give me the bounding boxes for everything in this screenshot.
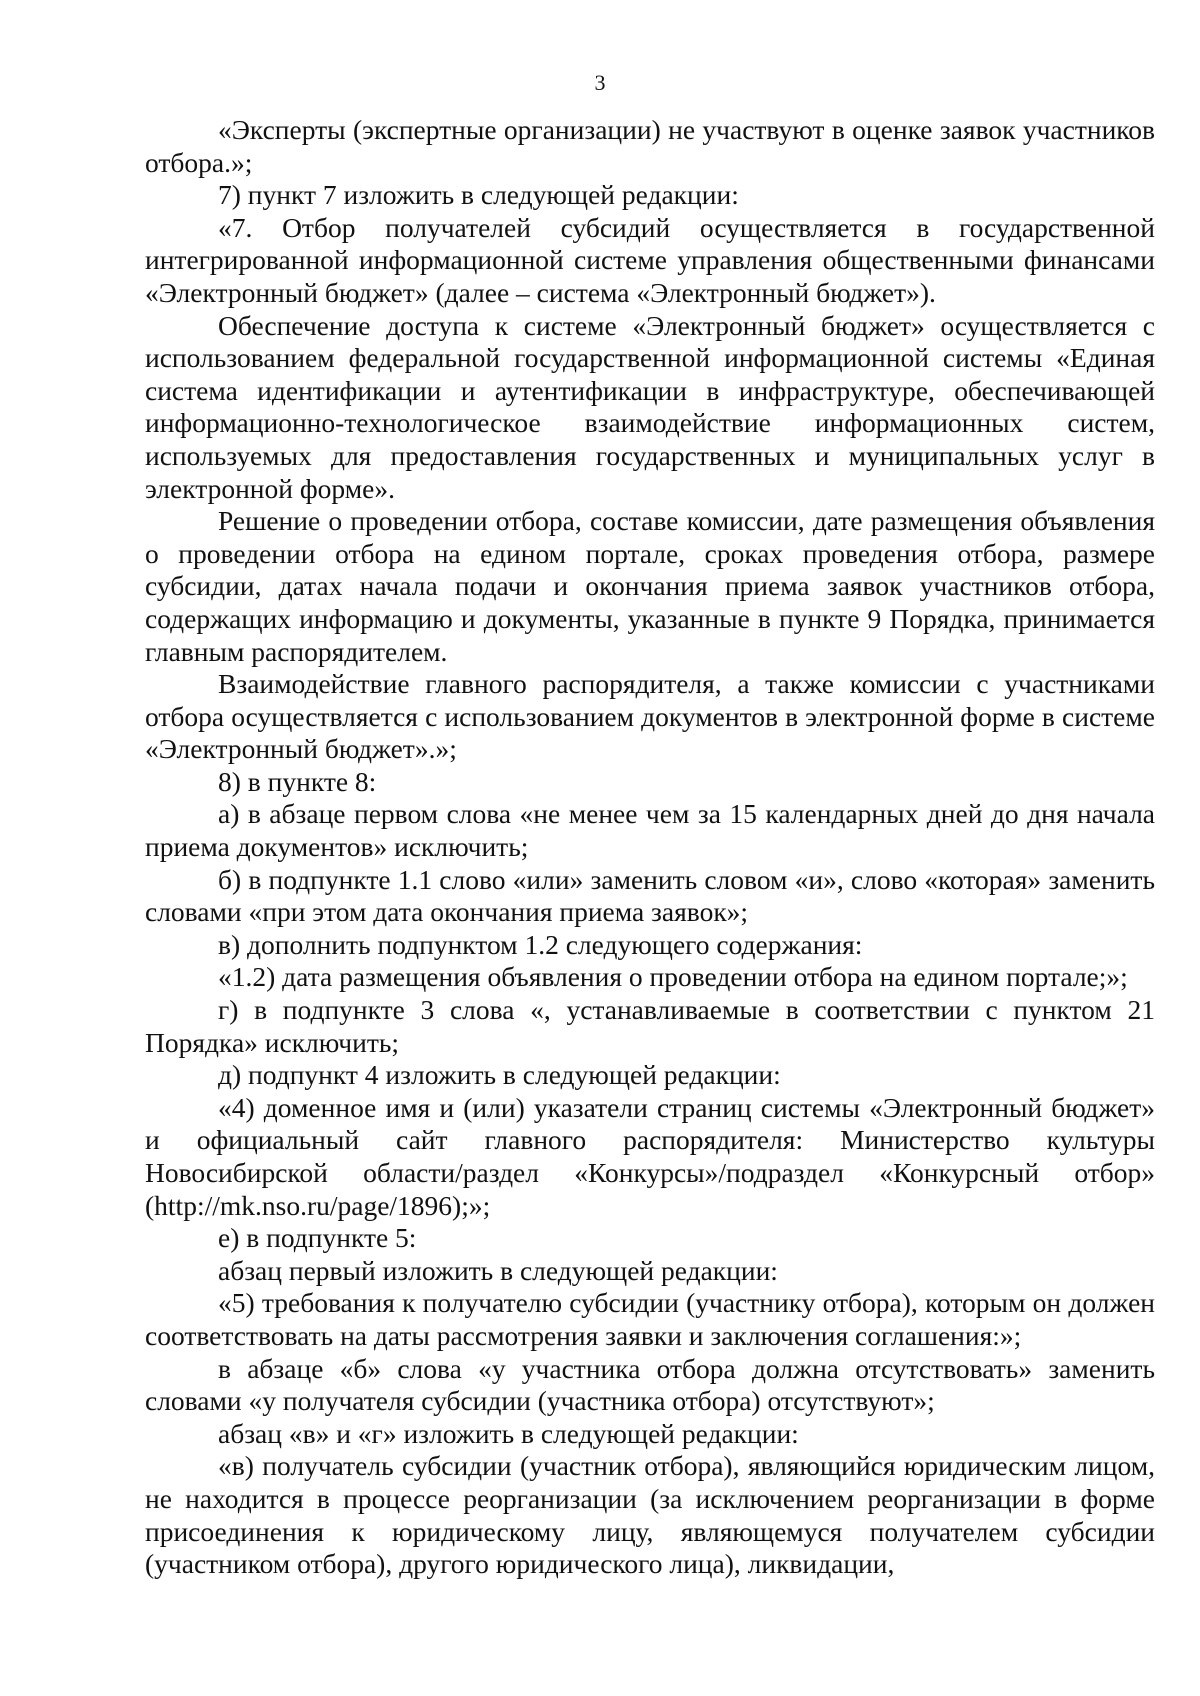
paragraph-interaction: Взаимодействие главного распорядителя, а также комиссии с участниками отбора осуществляется с использованием документов в электронной форме в системе «Электронный бюджет».»; <box>145 668 1155 765</box>
paragraph-abzac-v-text: «в) получатель субсидии (участник отбора), являющийся юридическим лицом, не находится в процессе реорганизации (за исключением реорганизации в форме присоединения к юридическому лицу, являющемуся получателем субсидии (участником отбора), другого юридического лица), ликвидации, <box>145 1450 1155 1580</box>
paragraph-subitem-4-text: «4) доменное имя и (или) указатели страниц системы «Электронный бюджет» и официальный сайт главного распорядителя: Министерство культуры Новосибирской области/раздел «Конкурсы»/подраздел «Конкурсный отбор» (http://mk.nso.ru/page/1896);»; <box>145 1091 1155 1221</box>
paragraph-subitem-1-2: «1.2) дата размещения объявления о проведении отбора на едином портале;»; <box>218 961 1128 993</box>
paragraph-item-7-text: «7. Отбор получателей субсидий осуществляется в государственной интегрированной информационной системе управления общественными финансами «Электронный бюджет» (далее – система «Электронный бюджет»). <box>145 211 1155 308</box>
paragraph-selection-decision: Решение о проведении отбора, составе комиссии, дате размещения объявления о проведении отбора на едином портале, сроках проведения отбора, размере субсидии, датах начала подачи и окончания приема заявок участников отбора, содержащих информацию и документы, указанные в пункте 9 Порядка, принимается главным распорядителем. <box>145 505 1155 667</box>
paragraph-experts-clause: «Эксперты (экспертные организации) не участвуют в оценке заявок участников отбора.»; <box>145 114 1155 178</box>
paragraph-item-7-heading: 7) пункт 7 изложить в следующей редакции: <box>218 179 739 211</box>
paragraph-subitem-d: д) подпункт 4 изложить в следующей редакции: <box>218 1059 781 1091</box>
paragraph-subitem-e: е) в подпункте 5: <box>218 1222 417 1254</box>
paragraph-item-8-heading: 8) в пункте 8: <box>218 765 377 797</box>
paragraph-subitem-g: г) в подпункте 3 слова «, устанавливаемые в соответствии с пунктом 21 Порядка» исключить; <box>145 994 1155 1058</box>
paragraph-subitem-b: б) в подпункте 1.1 слово «или» заменить словом «и», слово «которая» заменить словами «при этом дата окончания приема заявок»; <box>145 863 1155 928</box>
document-body <box>145 114 1155 1581</box>
paragraph-subitem-a: а) в абзаце первом слова «не менее чем за 15 календарных дней до дня начала приема документов» исключить; <box>145 798 1155 863</box>
page-number: 3 <box>594 70 606 95</box>
paragraph-access-system: Обеспечение доступа к системе «Электронный бюджет» осуществляется с использованием федеральной государственной информационной системы «Единая система идентификации и аутентификации в инфраструктуре, обеспечивающей информационно-технологическое взаимодействие информационных систем, используемых для предоставления государственных и муниципальных услуг в электронной форме». <box>145 309 1155 504</box>
paragraph-subitem-v: в) дополнить подпунктом 1.2 следующего содержания: <box>218 928 863 960</box>
paragraph-abzac-v-g: абзац «в» и «г» изложить в следующей редакции: <box>218 1417 799 1449</box>
paragraph-first-abzac: абзац первый изложить в следующей редакции: <box>218 1254 778 1286</box>
paragraph-abzac-b: в абзаце «б» слова «у участника отбора должна отсутствовать» заменить словами «у получателя субсидии (участника отбора) отсутствуют»; <box>145 1352 1155 1417</box>
paragraph-subitem-5-text: «5) требования к получателю субсидии (участнику отбора), которым он должен соответствовать на даты рассмотрения заявки и заключения соглашения:»; <box>145 1287 1155 1351</box>
